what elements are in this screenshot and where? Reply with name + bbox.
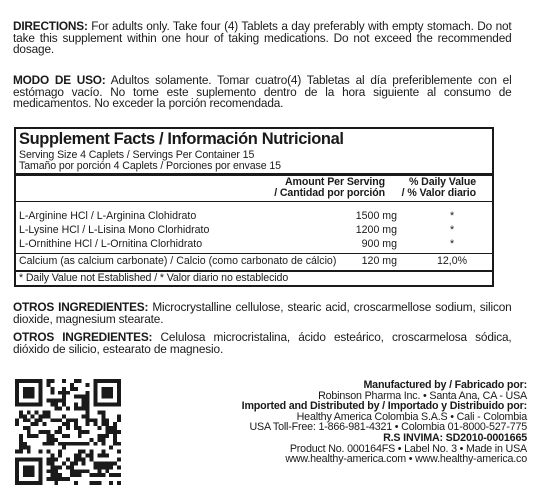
ingredient-name: L-Lysine HCl / L-Lisina Mono Clorhidrato xyxy=(19,224,210,236)
table-row xyxy=(19,238,489,251)
importer-address: Healthy America Colombia S.A.S • Cali - Colombia xyxy=(296,410,527,423)
manufacturer-address: Robinson Pharma Inc. • Santa Ana, CA - USA xyxy=(318,389,527,402)
amount-header-en: Amount Per Serving xyxy=(284,176,385,188)
modo-de-uso-label: MODO DE USO: xyxy=(13,73,106,87)
other-ingredients-en-text: Microcrystalline cellulose, stearic acid, croscarmellose sodium, silicon dioxide, magnesium stearate. xyxy=(13,300,512,326)
ingredient-dv: * xyxy=(449,224,455,236)
toll-free-numbers: USA Toll-Free: 1-866-981-4321 • Colombia 01-8000-527-775 xyxy=(249,421,527,434)
ingredient-dv: * xyxy=(449,238,455,250)
table-row xyxy=(19,210,489,223)
table-row xyxy=(19,255,489,268)
other-ingredients-es xyxy=(13,332,512,355)
row-divider xyxy=(16,253,492,254)
importer-label: Imported and Distributed by / Importado y Distribuido por: xyxy=(241,400,527,413)
ingredient-amount: 1500 mg xyxy=(355,210,397,222)
other-ingredients-es-text: Celulosa microcristalina, ácido esteárico, croscarmelosa sódica, dióxido de silicio, estearato de magnesio. xyxy=(13,330,512,356)
other-ingredients-en xyxy=(13,302,512,325)
qr-code-icon xyxy=(14,379,122,485)
serving-size-es: Tamaño por porción 4 Caplets / Porciones por envase 15 xyxy=(19,160,281,172)
manufacturer-info xyxy=(170,380,527,465)
serving-size-en: Serving Size 4 Caplets / Servings Per Container 15 xyxy=(19,149,255,161)
ingredient-amount: 900 mg xyxy=(361,238,397,250)
dv-header-es: / % Valor diario xyxy=(401,187,476,199)
directions-text: For adults only. Take four (4) Tablets a day preferably with empty stomach. Do not take this supplement within one hour of taking medications. Do not exceed the recommended dosage. xyxy=(13,19,512,57)
modo-de-uso-paragraph xyxy=(13,75,512,110)
amount-header-es: / Cantidad por porción xyxy=(274,187,385,199)
directions-paragraph xyxy=(13,21,512,56)
other-ingredients-en-label: OTROS INGREDIENTES: xyxy=(13,300,149,314)
ingredient-amount: 120 mg xyxy=(361,255,397,267)
supplement-facts-title: Supplement Facts / Información Nutricional xyxy=(19,129,344,148)
product-label-number: Product No. 000164FS • Label No. 3 • Made in USA xyxy=(289,442,527,455)
modo-de-uso-text: Adultos solamente. Tomar cuatro(4) Tabletas al día preferiblemente con el estómago vacío. No tome este suplemento dentro de la hora siguiente al consumo de medicamentos. No exceder la porción recomendada. xyxy=(13,73,512,111)
ingredient-name: L-Ornithine HCl / L-Ornitina Clorhidrato xyxy=(19,238,203,250)
ingredient-dv: 12,0% xyxy=(436,255,468,267)
header-divider xyxy=(16,201,492,202)
directions-label: DIRECTIONS: xyxy=(13,19,88,33)
dv-header-en: % Daily Value xyxy=(408,176,476,188)
daily-value-footnote: * Daily Value not Established / * Valor diario no establecido xyxy=(19,272,289,284)
invima-registration: R.S INVIMA: SD2010-0001665 xyxy=(383,431,527,444)
ingredient-amount: 1200 mg xyxy=(355,224,397,236)
ingredient-dv: * xyxy=(449,210,455,222)
supplement-facts-panel xyxy=(14,127,494,287)
other-ingredients-es-label: OTROS INGREDIENTES: xyxy=(13,330,153,344)
ingredient-name: L-Arginine HCl / L-Arginina Clohidrato xyxy=(19,210,197,222)
table-row xyxy=(19,224,489,237)
manufactured-by-label: Manufactured by / Fabricado por: xyxy=(363,379,527,391)
websites: www.healthy-america.com • www.healthy-america.co xyxy=(285,453,527,466)
ingredient-name: Calcium (as calcium carbonate) / Calcio (como carbonato de cálcio) xyxy=(19,255,337,267)
